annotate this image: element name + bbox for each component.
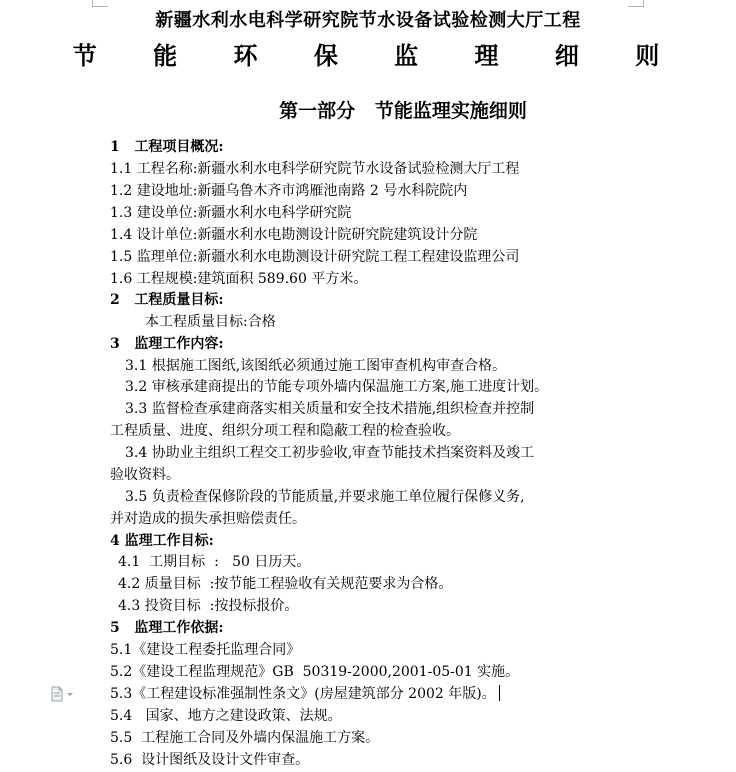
paragraph-line: 3.2 审核承建商提出的节能专项外墙内保温施工方案,施工进度计划。 (125, 379, 549, 395)
paragraph-line: 并对造成的损失承担赔偿责任。 (110, 511, 306, 527)
paragraph-line: 3.3 监督检查承建商落实相关质量和安全技术措施,组织检查并控制 (125, 401, 535, 417)
paragraph-line: 1.6 工程规模:建筑面积 589.60 平方米。 (110, 271, 368, 287)
paragraph-line: 3.4 协助业主组织工程交工初步验收,审查节能技术挡案资料及竣工 (125, 445, 535, 461)
paragraph-line: 3.5 负责检查保修阶段的节能质量,并要求施工单位履行保修义务, (125, 489, 525, 505)
paragraph-line: 验收资料。 (110, 467, 180, 483)
paragraph-line: 1.5 监理单位:新疆水利水电勘测设计研究院工程工程建设监理公司 (110, 249, 520, 265)
document-subtitle: 节 能 环 保 监 理 细 则 (72, 41, 684, 70)
document-options-icon[interactable] (50, 686, 76, 702)
paragraph-line: 4.3 投资目标 :按投标报价。 (118, 598, 299, 614)
paragraph-line: 1.3 建设单位:新疆水利水电科学研究院 (110, 205, 352, 221)
part-title: 第一部分 节能监理实施细则 (279, 100, 527, 122)
section-heading: 3 监理工作内容: (110, 336, 224, 352)
paragraph-line: 1.2 建设地址:新疆乌鲁木齐市鸿雁池南路 2 号水科院院内 (110, 183, 468, 199)
paragraph-line: 5.1《建设工程委托监理合同》 (110, 642, 301, 658)
section-heading: 2 工程质量目标: (110, 292, 224, 308)
section-heading: 1 工程项目概况: (110, 139, 224, 155)
paragraph-text: 5.3《工程建设标准强制性条文》(房屋建筑部分 2002 年版)。 (110, 686, 496, 702)
section-heading: 4 监理工作目标: (110, 533, 214, 549)
paragraph-line: 工程质量、进度、组织分项工程和隐蔽工程的检查验收。 (110, 423, 460, 439)
paragraph-line: 1.4 设计单位:新疆水利水电勘测设计院研究院建筑设计分院 (110, 227, 478, 243)
text-cursor (499, 685, 500, 701)
paragraph-line: 4.1 工期目标 : 50 日历天。 (118, 554, 311, 570)
paragraph-line: 5.5 工程施工合同及外墙内保温施工方案。 (110, 730, 380, 746)
section-heading: 5 监理工作依据: (110, 620, 224, 636)
paragraph-line: 5.4 国家、地方之建设政策、法规。 (110, 708, 342, 724)
paragraph-line: 5.2《建设工程监理规范》GB 50319-2000,2001-05-01 实施。 (110, 664, 520, 680)
paragraph-line: 1.1 工程名称:新疆水利水电科学研究院节水设备试验检测大厅工程 (110, 161, 520, 177)
paragraph-line: 本工程质量目标:合格 (145, 314, 276, 330)
paragraph-line[interactable] (110, 684, 500, 704)
document-title: 新疆水利水电科学研究院节水设备试验检测大厅工程 (155, 10, 581, 31)
paragraph-line: 3.1 根据施工图纸,该图纸必须通过施工图审查机构审查合格。 (125, 358, 507, 374)
paragraph-line: 5.6 设计图纸及设计文件审查。 (110, 752, 310, 768)
paragraph-line: 4.2 质量目标 :按节能工程验收有关规范要求为合格。 (118, 576, 453, 592)
